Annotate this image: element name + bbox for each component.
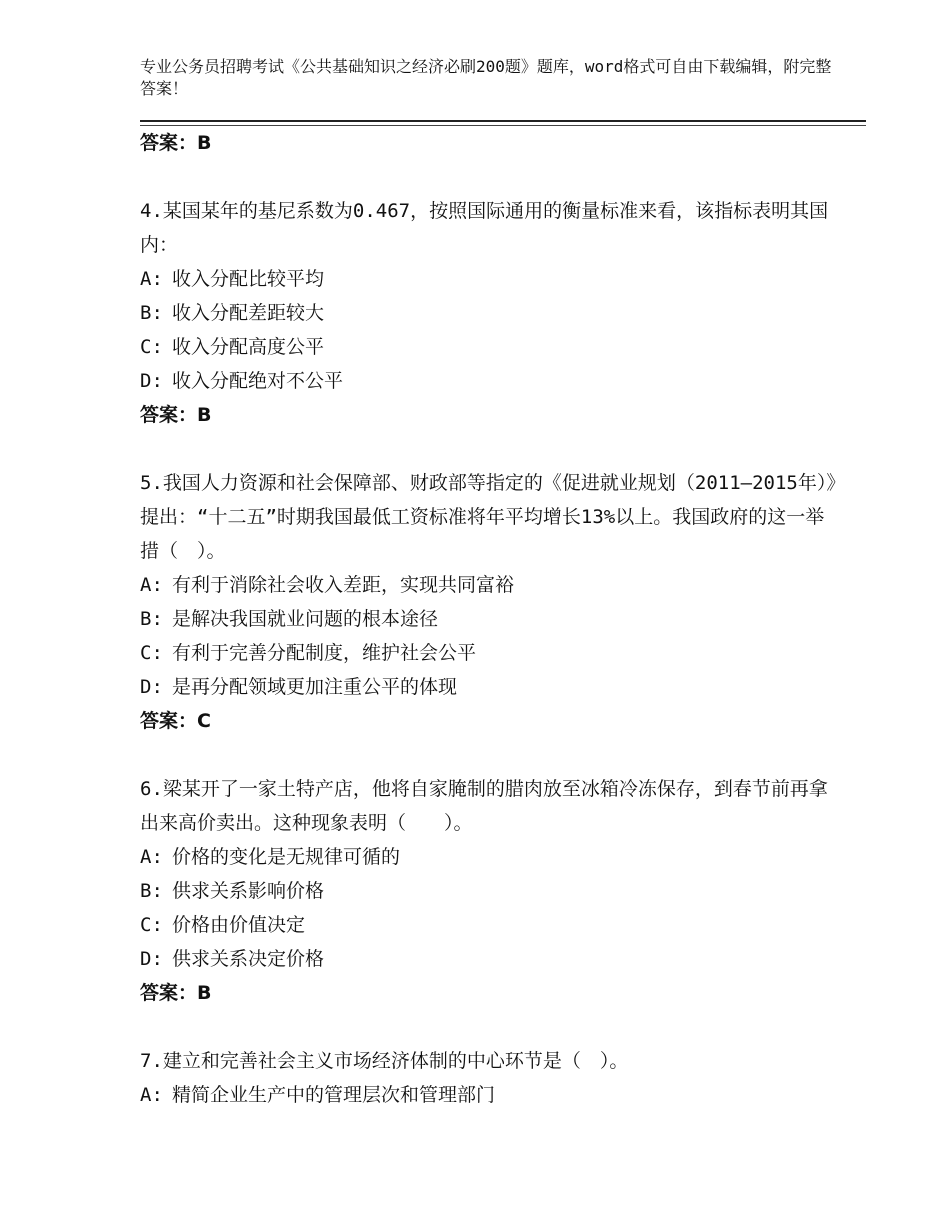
option-text: 供求关系决定价格	[172, 948, 325, 970]
option-c	[140, 636, 840, 670]
option-letter: A:	[140, 574, 163, 596]
option-text: 收入分配高度公平	[172, 336, 325, 358]
option-letter: B:	[140, 880, 163, 902]
option-a	[140, 1078, 840, 1112]
option-d	[140, 364, 840, 398]
option-text: 收入分配绝对不公平	[172, 370, 344, 392]
question-stem: 7.建立和完善社会主义市场经济体制的中心环节是（ ）。	[140, 1050, 629, 1072]
spacer	[140, 738, 840, 772]
option-b	[140, 874, 840, 908]
option-text: 有利于消除社会收入差距，实现共同富裕	[172, 574, 515, 596]
option-letter: A:	[140, 1084, 163, 1106]
option-letter: D:	[140, 948, 163, 970]
question-stem: 4.某国某年的基尼系数为0.467，按照国际通用的衡量标准来看，该指标表明其国内：	[140, 200, 829, 256]
question-answer: 答案：B	[140, 404, 212, 426]
question-stem: 5.我国人力资源和社会保障部、财政部等指定的《促进就业规划（2011—2015年）》提出：“十二五”时期我国最低工资标准将年平均增长13%以上。我国政府的这一举措（ ）。	[140, 472, 836, 562]
option-a	[140, 262, 840, 296]
option-a	[140, 568, 840, 602]
question-6	[140, 772, 840, 1010]
header-rule-thick	[140, 120, 866, 122]
question-answer: 答案：C	[140, 710, 211, 732]
option-letter: C:	[140, 642, 163, 664]
option-letter: C:	[140, 914, 163, 936]
question-answer: 答案：B	[140, 982, 212, 1004]
page-header: 专业公务员招聘考试《公共基础知识之经济必刷200题》题库，word格式可自由下载编辑，附完整答案！	[140, 57, 832, 98]
option-letter: B:	[140, 608, 163, 630]
option-text: 是再分配领域更加注重公平的体现	[172, 676, 458, 698]
option-letter: D:	[140, 370, 163, 392]
option-text: 是解决我国就业问题的根本途径	[172, 608, 439, 630]
spacer	[140, 160, 840, 194]
question-5	[140, 466, 840, 738]
option-text: 精简企业生产中的管理层次和管理部门	[172, 1084, 496, 1106]
question-4	[140, 194, 840, 432]
option-a	[140, 840, 840, 874]
option-letter: C:	[140, 336, 163, 358]
spacer	[140, 1010, 840, 1044]
option-d	[140, 670, 840, 704]
option-text: 有利于完善分配制度，维护社会公平	[172, 642, 477, 664]
question-7	[140, 1044, 840, 1112]
option-text: 价格的变化是无规律可循的	[172, 846, 401, 868]
option-letter: D:	[140, 676, 163, 698]
option-b	[140, 602, 840, 636]
previous-answer: 答案：B	[140, 132, 212, 154]
option-text: 收入分配比较平均	[172, 268, 325, 290]
option-d	[140, 942, 840, 976]
option-text: 供求关系影响价格	[172, 880, 325, 902]
option-b	[140, 296, 840, 330]
option-letter: B:	[140, 302, 163, 324]
spacer	[140, 432, 840, 466]
document-content	[140, 126, 840, 1112]
option-letter: A:	[140, 268, 163, 290]
question-stem: 6.梁某开了一家土特产店，他将自家腌制的腊肉放至冰箱冷冻保存，到春节前再拿出来高价卖出。这种现象表明（ ）。	[140, 778, 828, 834]
option-text: 价格由价值决定	[172, 914, 306, 936]
option-letter: A:	[140, 846, 163, 868]
option-c	[140, 330, 840, 364]
option-text: 收入分配差距较大	[172, 302, 325, 324]
option-c	[140, 908, 840, 942]
